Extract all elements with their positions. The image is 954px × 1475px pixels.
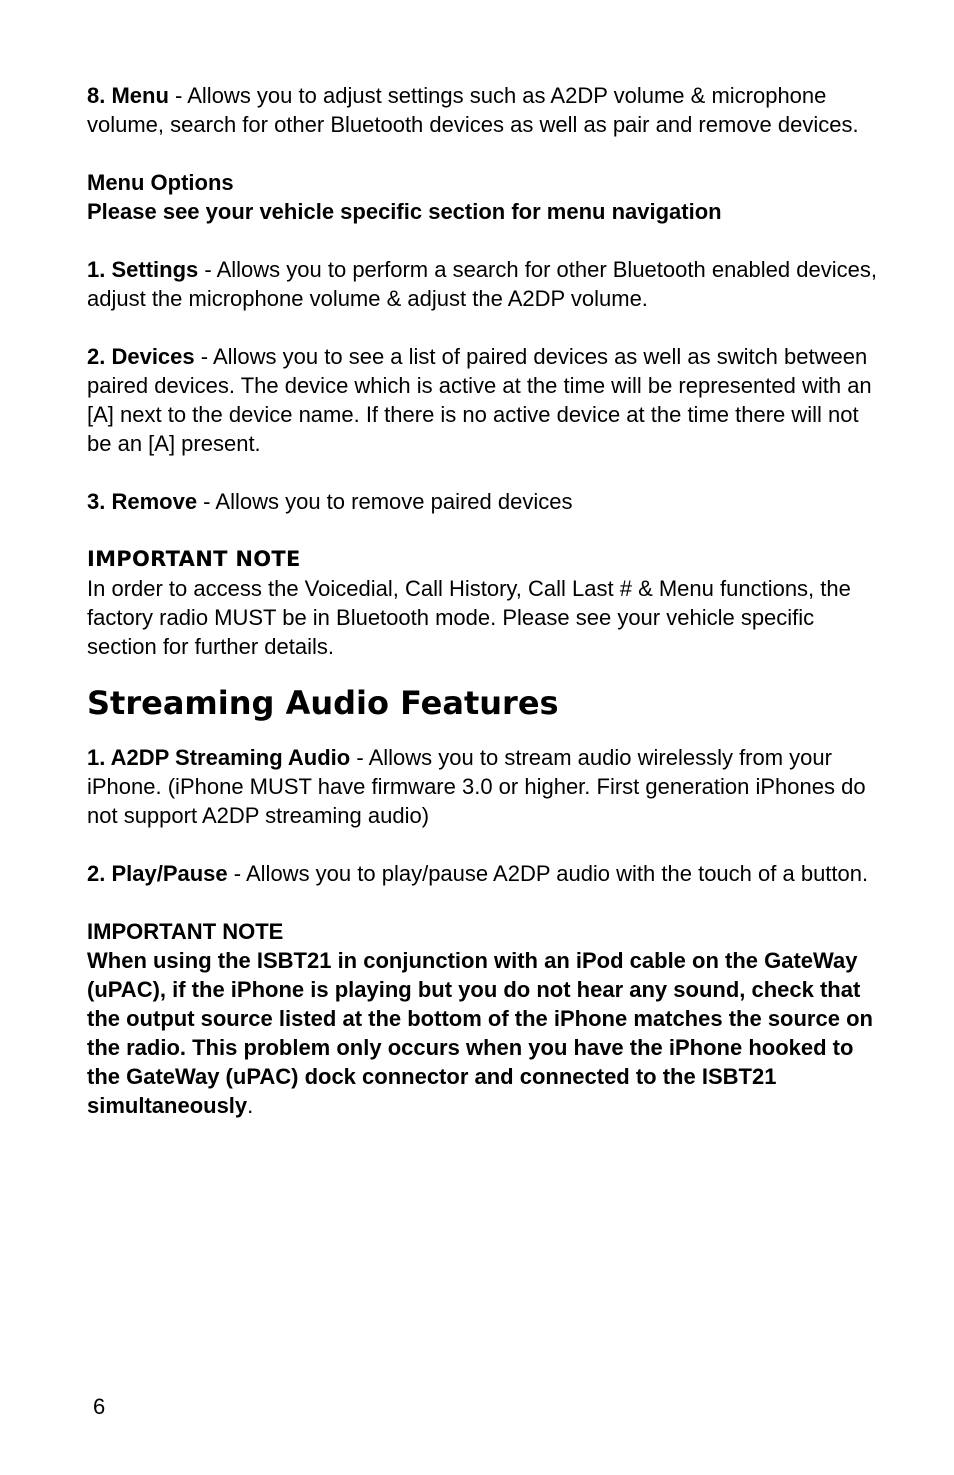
streaming-item-a2dp-text: - Allows you to stream audio wirelessly from your iPhone. (iPhone MUST have firmware 3.0 or higher. First generation iPhones do not support A2DP streaming audio): [87, 745, 866, 828]
manual-page-content: [87, 81, 877, 1120]
menu-option-devices-label: 2. Devices: [87, 344, 195, 369]
menu-item-8-paragraph: [87, 81, 877, 139]
menu-item-8-text: - Allows you to adjust settings such as A2DP volume & microphone volume, search for other Bluetooth devices as well as pair and remove devices.: [87, 83, 859, 137]
menu-option-settings: [87, 255, 877, 313]
important-note-heading: IMPORTANT NOTE: [87, 547, 301, 571]
menu-option-remove-label: 3. Remove: [87, 489, 198, 514]
important-note-text: In order to access the Voicedial, Call History, Call Last # & Menu functions, the factory radio MUST be in Bluetooth mode. Please see your vehicle specific section for further details.: [87, 576, 851, 659]
menu-option-settings-label: 1. Settings: [87, 257, 199, 282]
important-note-2-period: .: [247, 1093, 254, 1118]
important-note-2-heading: IMPORTANT NOTE: [87, 919, 284, 944]
important-note-2-paragraph: [87, 946, 877, 1120]
menu-option-devices-text: - Allows you to see a list of paired devices as well as switch between paired devices. The device which is active at the time will be represented with an [A] next to the device name. If there is no active device at the time there will not be an [A] present.: [87, 344, 872, 456]
menu-item-8-label: 8. Menu: [87, 83, 169, 108]
menu-options-heading: Menu Options: [87, 170, 234, 195]
menu-option-remove: [87, 487, 877, 516]
streaming-section-title: Streaming Audio Features: [87, 684, 559, 722]
menu-option-remove-text: - Allows you to remove paired devices: [197, 489, 573, 514]
streaming-item-a2dp-label: 1. A2DP Streaming Audio: [87, 745, 351, 770]
important-note-2-text: When using the ISBT21 in conjunction with an iPod cable on the GateWay (uPAC), if the iPhone is playing but you do not hear any sound, check that the output source listed at the bottom of the iPhone matches the source on the radio. This problem only occurs when you have the iPhone hooked to the GateWay (uPAC) dock connector and connected to the ISBT21 simultaneously: [87, 948, 873, 1118]
menu-options-subheading: Please see your vehicle specific section for menu navigation: [87, 199, 722, 224]
streaming-item-play-pause: [87, 859, 877, 888]
menu-option-settings-text: - Allows you to perform a search for other Bluetooth enabled devices, adjust the microphone volume & adjust the A2DP volume.: [87, 257, 877, 311]
streaming-item-a2dp: [87, 743, 877, 830]
page-number: 6: [93, 1394, 106, 1419]
streaming-item-play-pause-label: 2. Play/Pause: [87, 861, 228, 886]
menu-option-devices: [87, 342, 877, 458]
streaming-item-play-pause-text: - Allows you to play/pause A2DP audio with the touch of a button.: [227, 861, 869, 886]
